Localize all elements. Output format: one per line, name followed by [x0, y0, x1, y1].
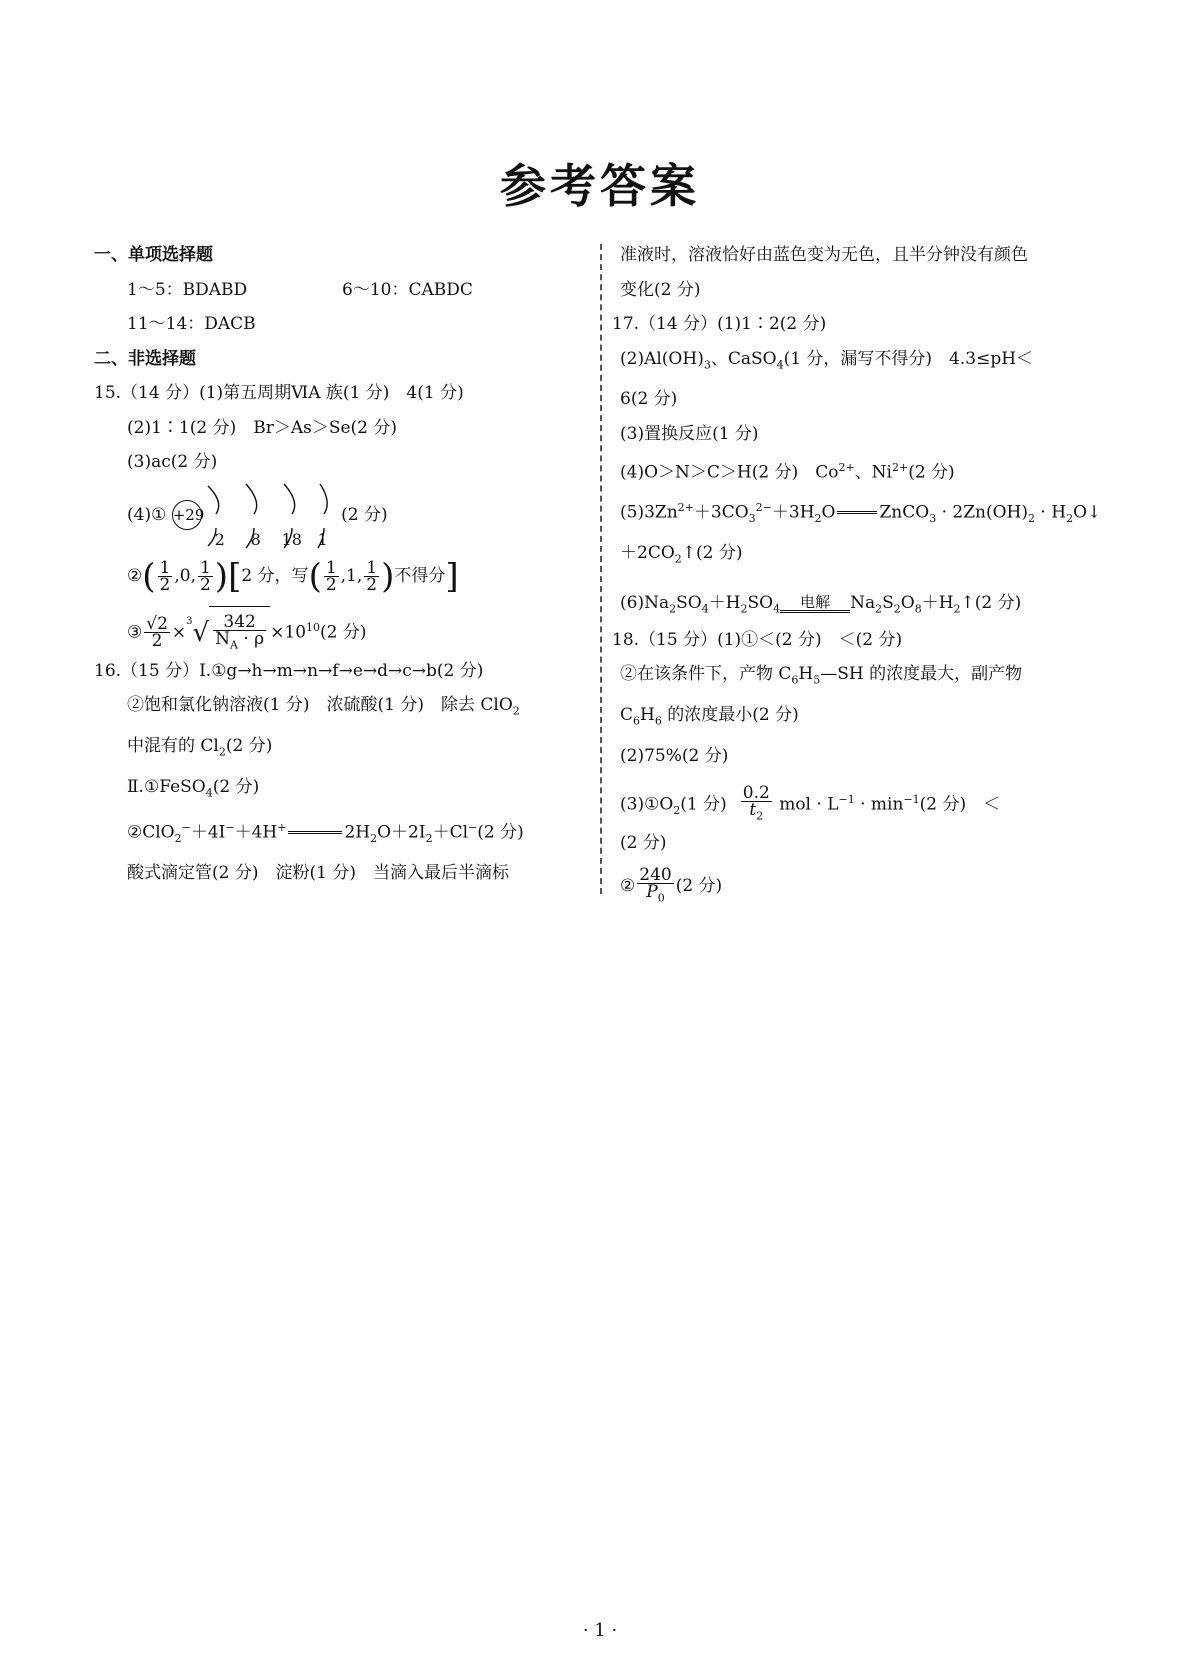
fraction: $\frac{1}{2}$: [325, 557, 337, 595]
score: (2 分): [320, 622, 367, 643]
q16-continued-line: 变化(2 分): [620, 279, 701, 300]
shell-count: 1: [317, 530, 328, 549]
q15-line: (2)1∶1(2 分) Br＞As＞Se(2 分): [127, 417, 398, 438]
section-heading-choice: 一、单项选择题: [94, 245, 213, 265]
electrolysis-arrow: 电解: [780, 594, 850, 613]
answer-group: 6～10：CABDC: [342, 279, 473, 300]
power-base: ×10: [270, 622, 307, 643]
equals-sign: [288, 831, 342, 834]
electron-shell: [310, 480, 336, 550]
fraction: $\frac{1}{2}$: [366, 557, 378, 595]
fraction: $\frac{0.2}{t_2}$: [742, 783, 770, 823]
q17-line: $(2)Al(OH)_3$、CaSO$_4$(1 分，漏写不得分) 4.3≤pH＜: [620, 348, 1034, 371]
coord-text: ,0,: [174, 565, 196, 586]
q15-atom-line: [94, 480, 590, 550]
q16-line: 16.（15 分）Ⅰ.①g→h→m→n→f→e→d→c→b(2 分): [94, 660, 484, 681]
q16-line: Ⅱ.①FeSO$_4$(2 分): [127, 776, 260, 800]
answer-group: 1～5：BDABD: [127, 279, 248, 300]
q17-line: (3)置换反应(1 分): [620, 423, 759, 444]
coord-text: 2 分，写: [241, 565, 309, 586]
right-column: [612, 238, 1110, 912]
q16-line: ②饱和氯化钠溶液(1 分) 浓硫酸(1 分) 除去 ClO$_2$: [127, 695, 520, 718]
fraction: $\frac{240}{P_0}$: [639, 865, 672, 905]
fraction: $\frac{1}{2}$: [159, 557, 171, 595]
q15-line: 15.（14 分）(1)第五周期ⅥA 族(1 分) 4(1 分): [94, 383, 464, 403]
q15-mark: ②: [127, 565, 143, 586]
q17-line: $+2CO_2↑(2$ 分): [620, 543, 743, 566]
q17-electrolysis-line: $(6)Na_2SO_4+H_2SO_4$ 电解 $Na_2S_2O_8+H_2↑(2$ 分): [620, 592, 1022, 616]
coord-text: 不得分: [394, 565, 446, 586]
q18-line: $C_6H_6$ 的浓度最小(2 分): [620, 705, 799, 728]
coord-text: ,1,: [340, 565, 363, 586]
q15-line: (3)ac(2 分): [127, 452, 218, 472]
left-column: [94, 238, 590, 891]
q15-mark: ③: [127, 622, 143, 643]
atom-structure-diagram: [172, 480, 336, 550]
cube-root-index: 3: [186, 615, 193, 627]
answer-line: [94, 273, 590, 308]
q18-line: 18.（15 分）(1)①＜(2 分) ＜(2 分): [612, 629, 903, 650]
q15-density-line: ③ $\frac{√2}{2}$ ×$^3$√ $\frac{342}{N_A \cdot \rho}$ $\times 10^{10}(2$ 分): [94, 602, 590, 654]
nucleus-circle: +29: [172, 500, 202, 530]
answer-group: 11～14：DACB: [127, 314, 256, 334]
q18-line: ②在该条件下，产物 $C_6H_5—SH$ 的浓度最大，副产物: [620, 664, 1023, 687]
fraction: $\frac{1}{2}$: [199, 557, 211, 595]
shell-count: 8: [250, 530, 261, 549]
electron-shell: [238, 480, 274, 550]
q16-line: 中混有的 $Cl_2(2$ 分): [127, 735, 273, 759]
equals-sign: [837, 511, 877, 514]
q15-coordinates-line: ②( $\frac{1}{2}$ ,0, $\frac{1}{2}$ )[2 分，写( $\frac{1}{2}$ ,1, $\frac{1}{2}$ )不得分]: [127, 556, 459, 596]
q16-equation-line: ②ClO$_2$−＋4I−＋4H+ $2H_2O+2I_2+Cl^-(2$ 分): [127, 820, 524, 845]
q18-rate-line: $(3)①O_2(1$ 分) $\frac{0.2}{t_2}$ mol · $L^{-1} \cdot \min^{-1}(2$ 分) ＜: [620, 783, 1001, 823]
electron-shell: [202, 480, 238, 550]
electron-shell: [274, 480, 310, 550]
power-exp: 10: [306, 620, 321, 634]
q16-line: 酸式滴定管(2 分) 淀粉(1 分) 当滴入最后半滴标: [127, 863, 509, 884]
page-number: · 1 ·: [582, 1620, 618, 1641]
shell-count: 2: [214, 530, 225, 549]
shell-count: 18: [281, 530, 302, 549]
q15-suffix: (2 分): [341, 504, 388, 525]
fraction: $\frac{√2}{2}$: [146, 614, 168, 652]
radicand: $\frac{342}{N_A \cdot \rho}$: [209, 606, 270, 659]
q17-line: 6(2 分): [620, 389, 678, 410]
q18-line: (2 分): [620, 832, 667, 853]
q17-line: (4)O＞N＞C＞H(2 分) $Co^{2+}$、$Ni^{2+}(2$ 分): [620, 461, 955, 484]
q17-line: 17.（14 分）(1)1∶2(2 分): [612, 314, 827, 334]
page-title: 参考答案: [500, 159, 700, 213]
q15-prefix: (4)①: [127, 504, 167, 525]
column-divider: [600, 244, 602, 894]
times-sign: ×: [171, 622, 187, 643]
q16-continued-line: 准液时，溶液恰好由蓝色变为无色，且半分钟没有颜色: [620, 245, 1028, 265]
section-heading-nonchoice: 二、非选择题: [94, 348, 196, 369]
q17-equation-line: $(5)3Zn^{2+}+3CO_3^{2-}+3H_2O$ ZnCO$_3$ · $2Zn(OH)_2$ · $H_2O↓$: [620, 500, 1102, 525]
q18-line: (2)75%(2 分): [620, 746, 729, 767]
q18-kp-line: ② $\frac{240}{P_0}$ (2 分): [620, 865, 723, 905]
